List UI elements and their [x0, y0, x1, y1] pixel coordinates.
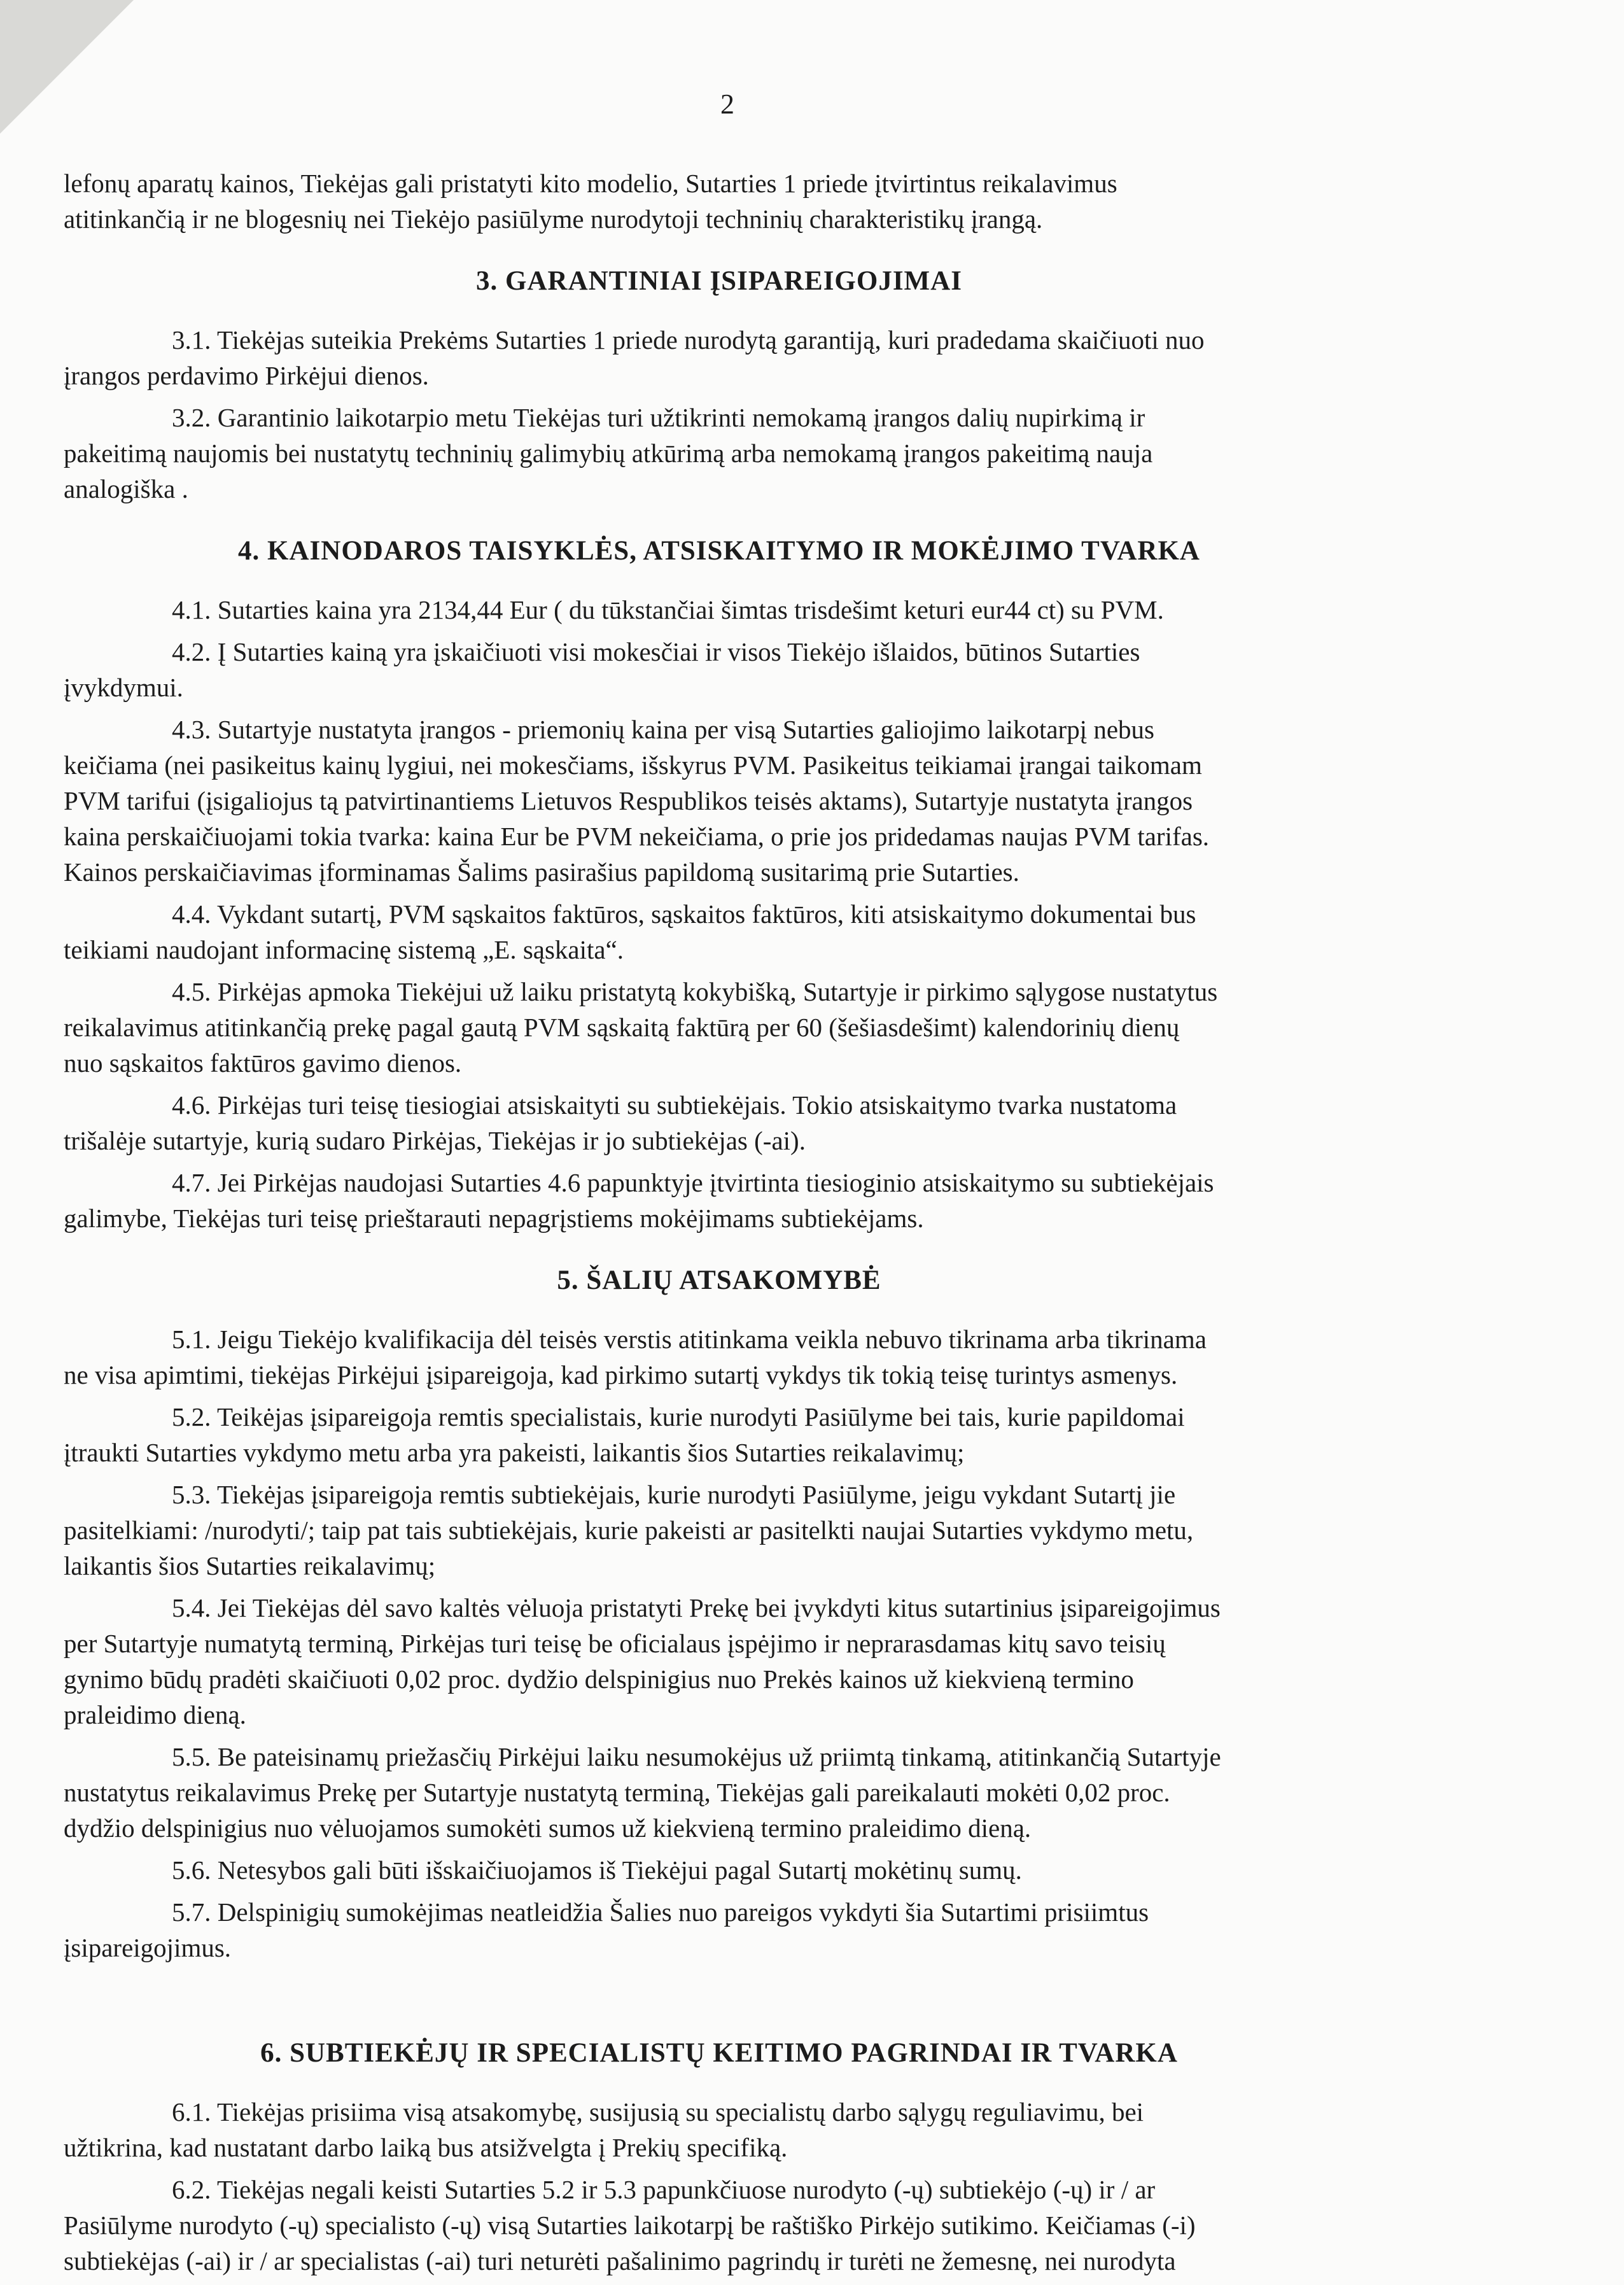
- page-number: 2: [720, 88, 734, 120]
- intro-line-1: lefonų aparatų kainos, Tiekėjas gali pristatyti kito modelio, Sutarties 1 priede įtvirtintus reikalavimus: [64, 169, 1117, 198]
- paragraph-4-2: 4.2. Į Sutarties kainą yra įskaičiuoti visi mokesčiai ir visos Tiekėjo išlaidos, būtinos Sutarties įvykdymui.: [64, 637, 1140, 702]
- paragraph-5-5: 5.5. Be pateisinamų priežasčių Pirkėjui laiku nesumokėjus už priimtą tinkamą, atitinkančią Sutartyje nustatytus reikalavimus Prekę per Sutartyje nustatytą terminą, Tiekėjas gali pareikalauti mokėti 0,02 proc. dydžio delspinigius nuo vėluojamos sumokėti sumos už kiekvieną termino praleidimo dieną.: [64, 1742, 1221, 1843]
- intro-line-2: atitinkančią ir ne blogesnių nei Tiekėjo pasiūlyme nurodytoji techninių charakteristikų įrangą.: [64, 204, 1043, 234]
- paragraph-4-5: 4.5. Pirkėjas apmoka Tiekėjui už laiku pristatytą kokybišką, Sutartyje ir pirkimo sąlygose nustatytus reikalavimus atitinkančią prekę pagal gautą PVM sąskaitą faktūrą per 60 (šešiasdešimt) kalendorinių dienų nuo sąskaitos faktūros gavimo dienos.: [64, 977, 1218, 1078]
- paragraph-5-4: 5.4. Jei Tiekėjas dėl savo kaltės vėluoja pristatyti Prekę bei įvykdyti kitus sutartinius įsipareigojimus per Sutartyje numatytą terminą, Pirkėjas turi teisę be oficialaus įspėjimo ir neprarasdamas kitų savo teisių gynimo būdų pradėti skaičiuoti 0,02 proc. dydžio delspinigius nuo Prekės kainos už kiekvieną termino praleidimo dieną.: [64, 1593, 1221, 1729]
- paragraph-6-2: 6.2. Tiekėjas negali keisti Sutarties 5.2 ir 5.3 papunkčiuose nurodyto (-ų) subtiekėjo (-ų) ir / ar Pasiūlyme nurodyto (-ų) specialisto (-ų) visą Sutarties laikotarpį be raštiško Pirkėjo sutikimo. Keičiamas (-i) subtiekėjas (-ai) ir / ar specialistas (-ai) turi neturėti pašalinimo pagrindų ir turėti ne žemesnę, nei nurodyta: [64, 2175, 1196, 2275]
- section-4-heading: 4. KAINODAROS TAISYKLĖS, ATSISKAITYMO IR MOKĖJIMO TVARKA: [238, 536, 1200, 566]
- paragraph-4-7: 4.7. Jei Pirkėjas naudojasi Sutarties 4.6 papunktyje įtvirtinta tiesioginio atsiskaitymo su subtiekėjais galimybe, Tiekėjas turi teisę prieštarauti nepagrįstiems mokėjimams subtiekėjams.: [64, 1168, 1214, 1233]
- paragraph-3-2: 3.2. Garantinio laikotarpio metu Tiekėjas turi užtikrinti nemokamą įrangos dalių nupirkimą ir pakeitimą naujomis bei nustatytų techninių galimybių atkūrimą arba nemokamą įrangos pakeitimą nauja analogiška .: [64, 403, 1153, 503]
- intro-paragraph: [64, 165, 1375, 237]
- paragraph-5-7: 5.7. Delspinigių sumokėjimas neatleidžia Šalies nuo pareigos vykdyti šia Sutartimi prisiimtus įsipareigojimus.: [64, 1897, 1149, 1962]
- paragraph-4-3: 4.3. Sutartyje nustatyta įrangos - priemonių kaina per visą Sutarties galiojimo laikotarpį nebus keičiama (nei pasikeitus kainų lygiui, nei mokesčiams, išskyrus PVM. Pasikeitus teikiamai įrangai taikomam PVM tarifui (įsigaliojus tą patvirtinantiems Lietuvos Respublikos teisės aktams), Sutartyje nustatyta įrangos kaina perskaičiuojami tokia tvarka: kaina Eur be PVM nekeičiama, o prie jos pridedamas naujas PVM tarifas. Kainos perskaičiavimas įforminamas Šalims pasirašius papildomą susitarimą prie Sutarties.: [64, 715, 1210, 887]
- paragraph-4-6: 4.6. Pirkėjas turi teisę tiesiogiai atsiskaityti su subtiekėjais. Tokio atsiskaitymo tvarka nustatoma trišalėje sutartyje, kurią sudaro Pirkėjas, Tiekėjas ir jo subtiekėjas (-ai).: [64, 1090, 1177, 1155]
- section-3-heading: 3. GARANTINIAI ĮSIPAREIGOJIMAI: [476, 266, 962, 296]
- paragraph-6-1: 6.1. Tiekėjas prisiima visą atsakomybę, susijusią su specialistų darbo sąlygų reguliavimu, bei užtikrina, kad nustatant darbo laiką bus atsižvelgta į Prekių specifiką.: [64, 2097, 1144, 2162]
- section-6-heading: 6. SUBTIEKĖJŲ IR SPECIALISTŲ KEITIMO PAGRINDAI IR TVARKA: [260, 2038, 1178, 2068]
- paragraph-5-3: 5.3. Tiekėjas įsipareigoja remtis subtiekėjais, kurie nurodyti Pasiūlyme, jeigu vykdant Sutartį jie pasitelkiami: /nurodyti/; taip pat tais subtiekėjais, kurie pakeisti ar pasitelkti naujai Sutarties vykdymo metu, laikantis šios Sutarties reikalavimų;: [64, 1480, 1194, 1580]
- paragraph-4-4: 4.4. Vykdant sutartį, PVM sąskaitos faktūros, sąskaitos faktūros, kiti atsiskaitymo dokumentai bus teikiami naudojant informacinę sistemą „E. sąskaita“.: [64, 899, 1196, 964]
- paragraph-3-1: 3.1. Tiekėjas suteikia Prekėms Sutarties 1 priede nurodytą garantiją, kuri pradedama skaičiuoti nuo įrangos perdavimo Pirkėjui dienos.: [64, 325, 1205, 390]
- document-body: [64, 76, 1375, 2285]
- paragraph-5-6: 5.6. Netesybos gali būti išskaičiuojamos iš Tiekėjui pagal Sutartį mokėtinų sumų.: [172, 1855, 1022, 1885]
- paragraph-4-1: 4.1. Sutarties kaina yra 2134,44 Eur ( du tūkstančiai šimtas trisdešimt keturi eur44 ct) su PVM.: [172, 595, 1164, 624]
- paragraph-5-2: 5.2. Teikėjas įsipareigoja remtis specialistais, kurie nurodyti Pasiūlyme bei tais, kurie papildomai įtraukti Sutarties vykdymo metu arba yra pakeisti, laikantis šios Sutarties reikalavimų;: [64, 1402, 1185, 1467]
- paragraph-5-1: 5.1. Jeigu Tiekėjo kvalifikacija dėl teisės verstis atitinkama veikla nebuvo tikrinama arba tikrinama ne visa apimtimi, tiekėjas Pirkėjui įsipareigoja, kad pirkimo sutartį vykdys tik tokią teisę turintys asmenys.: [64, 1325, 1207, 1389]
- section-5-heading: 5. ŠALIŲ ATSAKOMYBĖ: [557, 1265, 881, 1295]
